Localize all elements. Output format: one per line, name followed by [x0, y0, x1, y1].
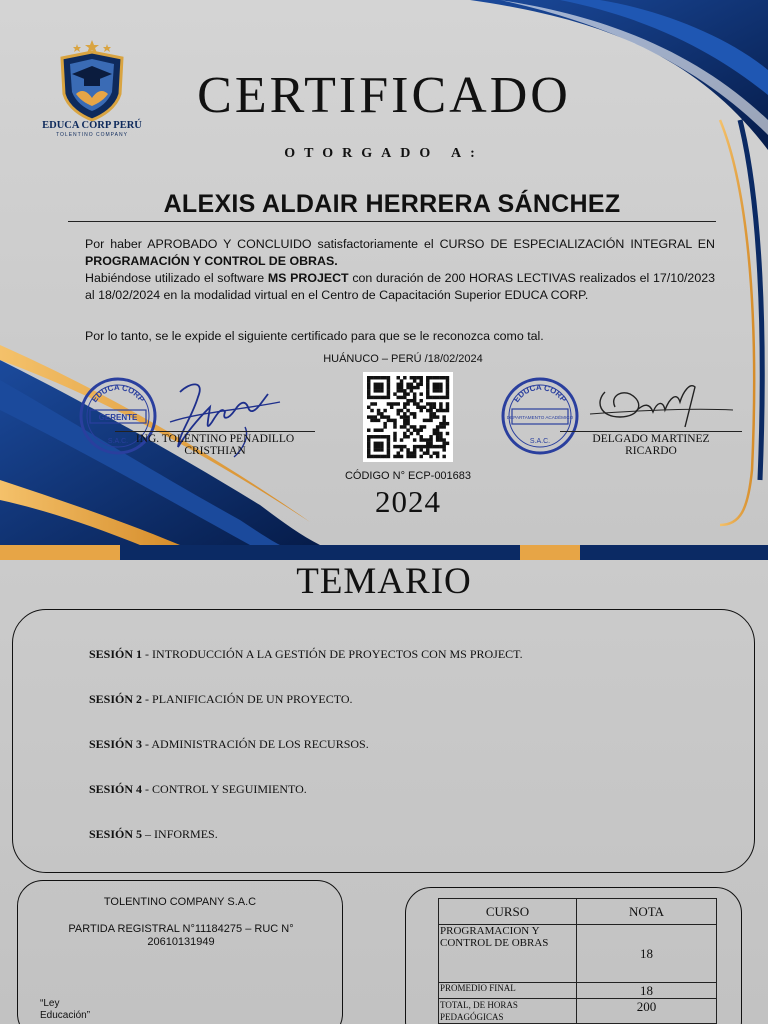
session-separator: – [142, 827, 155, 841]
session-label: SESIÓN 3 [89, 737, 143, 751]
law-line-1: “Ley [40, 998, 60, 1009]
grades-box [405, 887, 742, 1024]
divider-gold-bar-right [520, 545, 580, 560]
divider-gold-bar-left [0, 545, 120, 560]
left-seal-top: EDUCA CORP [89, 382, 147, 404]
session-text: ADMINISTRACIÓN DE LOS RECURSOS. [151, 737, 369, 751]
table-row [439, 999, 717, 1024]
course-cell: PROGRAMACION Y CONTROL DE OBRAS [439, 925, 577, 983]
software-name: MS PROJECT [267, 271, 349, 285]
left-seal-center: GERENTE [98, 413, 138, 422]
software-text-end: con duración de 200 HORAS LECTIVAS realizados el 17/10/2023 al 18/02/2024 en la modalidad virtual en el Centro de Capacitación Superior EDUCA CORP. [85, 271, 715, 302]
company-info-box [17, 880, 343, 1024]
session-item [89, 737, 369, 752]
completion-text: Por haber APROBADO Y CONCLUIDO satisfactoriamente el CURSO DE ESPECIALIZACIÓN INTEGRAL EN [85, 237, 715, 251]
session-item [89, 692, 353, 707]
right-seal-bottom: S.A.C. [529, 438, 551, 445]
software-text-start: Habiéndose utilizado el software [85, 271, 268, 285]
table-row [439, 983, 717, 999]
software-paragraph [85, 270, 715, 303]
session-label: SESIÓN 4 [89, 782, 143, 796]
completion-paragraph [85, 236, 715, 269]
session-item [89, 647, 523, 662]
right-signatory-line2: RICARDO [625, 445, 677, 457]
session-separator: - [142, 647, 153, 661]
final-average-label: PROMEDIO FINAL [439, 983, 577, 999]
syllabus-box [12, 609, 755, 873]
session-text: INFORMES. [154, 827, 218, 841]
left-signatory-line2: CRISTHIAN [184, 445, 246, 457]
col-header-grade: NOTA [577, 899, 717, 925]
certificate-year: 2024 [375, 484, 441, 519]
syllabus-page [0, 560, 768, 1024]
qr-code-icon[interactable] [363, 372, 453, 462]
final-average-value: 18 [577, 983, 717, 999]
left-signatory [115, 431, 315, 457]
session-label: SESIÓN 1 [89, 647, 143, 661]
grades-table [438, 898, 717, 1024]
left-seal-bottom: S.A.C. [107, 438, 129, 445]
total-hours-label: TOTAL, DE HORAS PEDAGÓGICAS [439, 999, 577, 1024]
right-signatory [560, 431, 742, 457]
page-divider [0, 545, 768, 560]
session-item [89, 782, 307, 797]
session-item [89, 827, 218, 842]
right-signature-icon [585, 372, 735, 432]
right-seal-top: EDUCA CORP [511, 382, 569, 404]
logo-subtitle: TOLENTINO COMPANY [56, 132, 128, 138]
col-header-course: CURSO [439, 899, 577, 925]
session-label: SESIÓN 2 [89, 692, 143, 706]
issuance-paragraph: Por lo tanto, se le expide el siguiente certificado para que se le reconozca como tal. [85, 329, 544, 343]
company-law-note [40, 998, 120, 1022]
left-signatory-line1: ING. TOLENTINO PENADILLO [135, 433, 295, 445]
certificate-code: CÓDIGO N° ECP-001683 [344, 470, 472, 482]
recipient-name: ALEXIS ALDAIR HERRERA SÁNCHEZ [68, 190, 716, 222]
session-text: INTRODUCCIÓN A LA GESTIÓN DE PROYECTOS CON MS PROJECT. [152, 647, 523, 661]
syllabus-title: TEMARIO [296, 561, 472, 602]
company-registration: PARTIDA REGISTRAL N°11184275 – RUC N° 20610131949 [68, 923, 294, 948]
certificate-title: CERTIFICADO [197, 67, 571, 124]
law-line-2: Educación” [40, 1010, 91, 1021]
session-separator: - [142, 737, 152, 751]
awarded-to-label: OTORGADO A: [284, 146, 484, 161]
session-text: PLANIFICACIÓN DE UN PROYECTO. [152, 692, 353, 706]
total-hours-value: 200 [577, 999, 717, 1024]
company-name: TOLENTINO COMPANY S.A.C [103, 896, 257, 908]
table-row [439, 925, 717, 983]
session-separator: - [142, 782, 153, 796]
right-seal-center: DEPARTAMENTO ACADÉMICO [506, 415, 574, 420]
place-date: HUÁNUCO – PERÚ /18/02/2024 [323, 353, 483, 365]
course-grade-cell: 18 [577, 925, 717, 983]
session-label: SESIÓN 5 [89, 827, 143, 841]
session-separator: - [142, 692, 153, 706]
table-row [439, 899, 717, 925]
session-text: CONTROL Y SEGUIMIENTO. [152, 782, 307, 796]
course-name: PROGRAMACIÓN Y CONTROL DE OBRAS. [85, 253, 338, 268]
right-signatory-line1: DELGADO MARTINEZ [592, 433, 710, 445]
logo-name: EDUCA CORP PERÚ [42, 120, 142, 131]
